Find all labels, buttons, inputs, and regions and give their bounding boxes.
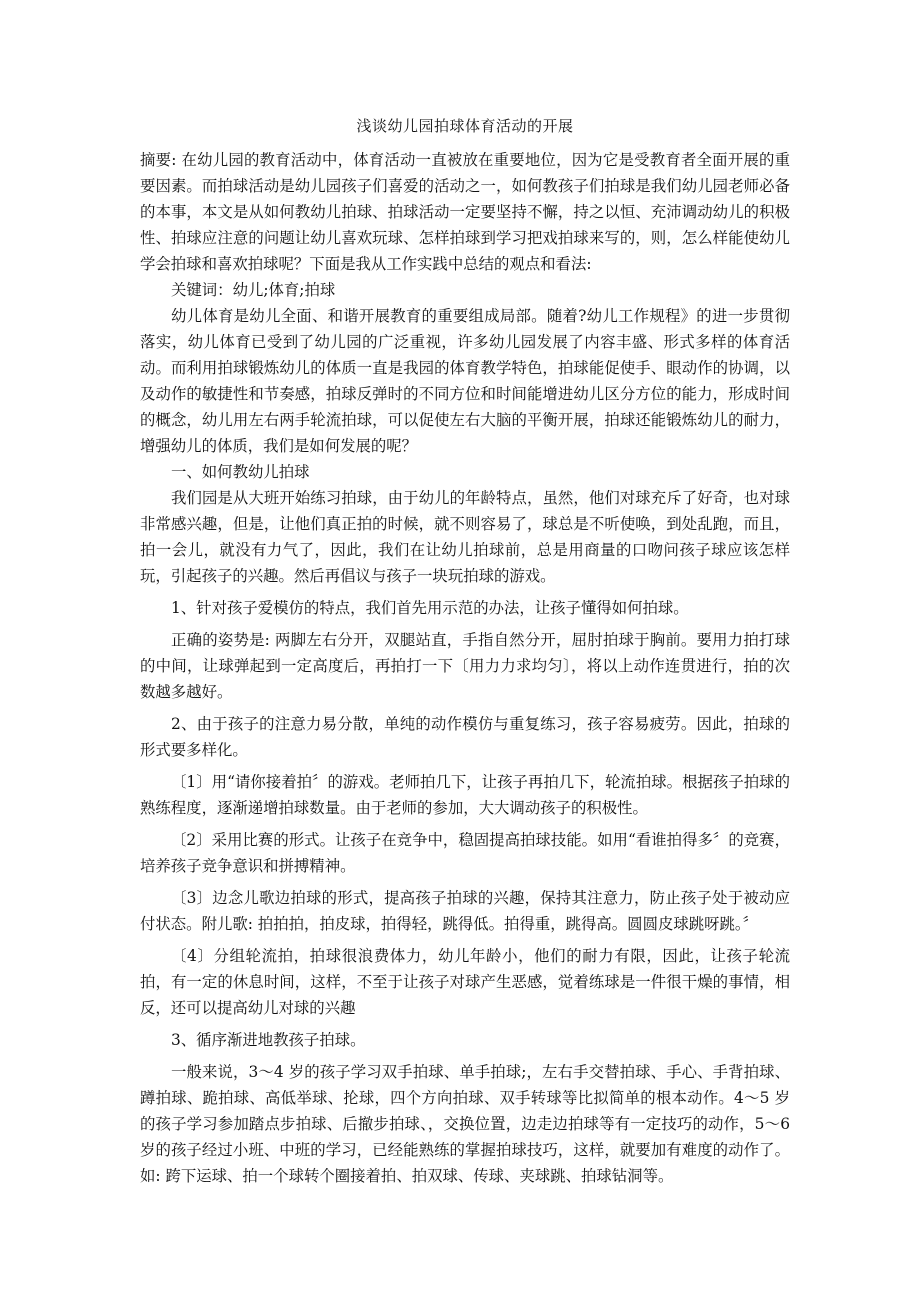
list-item-4: 〔4〕分组轮流拍，拍球很浪费体力，幼儿年龄小，他们的耐力有限，因此，让孩子轮流拍，有一定的休息时间，这样，不至于让孩子对球产生恶感，觉着练球是一件很干燥的事情，相反，还可以提高幼儿对球的兴趣 bbox=[140, 947, 790, 1017]
subsection-3: 3、循序渐进地教孩子拍球。 bbox=[171, 1031, 366, 1049]
subsection-2: 2、由于孩子的注意力易分散，单纯的动作模仿与重复练习，孩子容易疲劳。因此，拍球的形式要多样化。 bbox=[140, 715, 790, 759]
body-paragraph: 我们园是从大班开始练习拍球，由于幼儿的年龄特点，虽然，他们对球充斥了好奇，也对球非常感兴趣，但是，让他们真正拍的时候，就不则容易了，球总是不听使唤，到处乱跑，而且，拍一会儿，就没有力气了，因此，我们在让幼儿拍球前，总是用商量的口吻问孩子球应该怎样玩，引起孩子的兴趣。然后再倡议与孩子一块玩拍球的游戏。 bbox=[140, 489, 790, 585]
age-stages-paragraph: 一般来说，3～4 岁的孩子学习双手拍球、单手拍球;，左右手交替拍球、手心、手背拍球、蹲拍球、跪拍球、高低举球、抡球，四个方向拍球、双手转球等比拟简单的根本动作。4～5 岁的孩子学习参加踏点步拍球、后撤步拍球、，交换位置，边走边拍球等有一定技巧的动作，5～6 岁的孩子经过小班、中班的学习，已经能熟练的掌握拍球技巧，这样，就要加有难度的动作了。如: 跨下运球、拍一个球转个圈接着拍、拍双球、传球、夹球跳、拍球钻洞等。 bbox=[140, 1063, 790, 1185]
list-item-3: 〔3〕边念儿歌边拍球的形式，提高孩子拍球的兴趣，保持其注意力，防止孩子处于被动应付状态。附儿歌: 拍拍拍，拍皮球，拍得轻，跳得低。拍得重，跳得高。圆圆皮球跳呀跳。〞 bbox=[140, 889, 790, 933]
list-item-1: 〔1〕用“请你接着拍〞的游戏。老师拍几下，让孩子再拍几下，轮流拍球。根据孩子拍球的熟练程度，逐渐递增拍球数量。由于老师的参加，大大调动孩子的积极性。 bbox=[140, 773, 790, 817]
document-body bbox=[140, 147, 790, 1189]
abstract-paragraph: 摘要: 在幼儿园的教育活动中，体育活动一直被放在重要地位，因为它是受教育者全面开展的重要因素。而拍球活动是幼儿园孩子们喜爱的活动之一，如何教孩子们拍球是我们幼儿园老师必备的本事，本文是从如何教幼儿拍球、拍球活动一定要坚持不懈，持之以恒、充沛调动幼儿的积极性、拍球应注意的问题让幼儿喜欢玩球、怎样拍球到学习把戏拍球来写的，则，怎么样能使幼儿学会拍球和喜欢拍球呢？下面是我从工作实践中总结的观点和看法: bbox=[140, 151, 790, 273]
keywords-line: 关键词：幼儿;体育;拍球 bbox=[171, 281, 336, 299]
intro-paragraph: 幼儿体育是幼儿全面、和谐开展教育的重要组成局部。随着?幼儿工作规程》的进一步贯彻落实，幼儿体育已受到了幼儿园的广泛重视，许多幼儿园发展了内容丰盛、形式多样的体育活动。而利用拍球锻炼幼儿的体质一直是我园的体育教学特色，拍球能促使手、眼动作的协调，以及动作的敏捷性和节奏感，拍球反弹时的不同方位和时间能增进幼儿区分方位的能力，形成时间的概念，幼儿用左右两手轮流拍球，可以促使左右大脑的平衡开展，拍球还能锻炼幼儿的耐力，增强幼儿的体质，我们是如何发展的呢？ bbox=[140, 307, 790, 455]
document-title: 浅谈幼儿园拍球体育活动的开展 bbox=[356, 117, 574, 135]
section-heading-1: 一、如何教幼儿拍球 bbox=[171, 463, 310, 481]
list-item-2: 〔2〕采用比赛的形式。让孩子在竞争中，稳固提高拍球技能。如用“看谁拍得多〞的竞赛，培养孩子竞争意识和拼搏精神。 bbox=[140, 831, 790, 875]
posture-paragraph: 正确的姿势是: 两脚左右分开，双腿站直，手指自然分开，屈肘拍球于胸前。要用力拍打球的中间，让球弹起到一定高度后，再拍打一下〔用力力求均匀〕，将以上动作连贯进行，拍的次数越多越好。 bbox=[140, 631, 791, 701]
subsection-1: 1、针对孩子爱模仿的特点，我们首先用示范的办法，让孩子懂得如何拍球。 bbox=[171, 599, 689, 617]
